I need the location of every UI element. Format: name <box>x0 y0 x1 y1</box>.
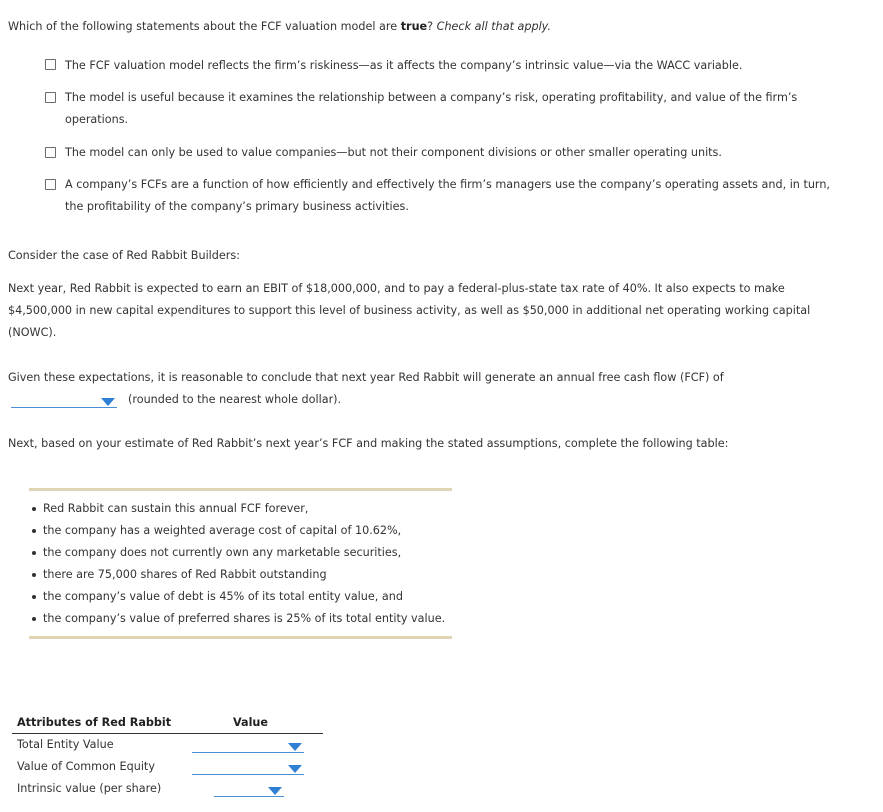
option-checkbox-1[interactable] <box>45 59 56 70</box>
question-emphasis: true <box>400 20 428 33</box>
assumption-item: the company’s value of preferred shares is 25% of its total entity value. <box>30 608 445 630</box>
option-1-line-1: The FCF valuation model reflects the firm’s riskiness—as it affects the company’s intrinsic value—via the WACC variable. <box>65 59 743 72</box>
option-text-1 <box>65 55 742 77</box>
question-text <box>8 16 551 38</box>
option-checkbox-4[interactable] <box>45 179 56 190</box>
question-hint: Check all that apply. <box>436 20 551 33</box>
total-entity-value-dropdown[interactable] <box>192 738 304 753</box>
table-row-label-3: Intrinsic value (per share) <box>17 782 162 795</box>
fcf-suffix: (rounded to the nearest whole dollar). <box>128 393 342 406</box>
question-mark: ? <box>427 20 434 33</box>
assumptions-top-rule <box>29 488 452 491</box>
scenario-line-2: $4,500,000 in new capital expenditures to support this level of business activity, as well as $50,000 in additional net operating working capital <box>8 304 811 317</box>
scenario-line-3: (NOWC). <box>8 326 57 339</box>
option-2-line-2: operations. <box>65 113 129 126</box>
table-header-attributes: Attributes of Red Rabbit <box>17 716 172 729</box>
table-row-label-1: Total Entity Value <box>17 738 114 751</box>
scenario-line-1: Next year, Red Rabbit is expected to earn an EBIT of $18,000,000, and to pay a federal-plus-state tax rate of 40%. It also expects to make <box>8 282 785 295</box>
intrinsic-value-dropdown[interactable] <box>214 782 284 797</box>
option-3-line-1: The model can only be used to value companies—but not their component divisions or other smaller operating units. <box>65 146 722 159</box>
chevron-down-icon <box>268 787 282 795</box>
table-prompt: Next, based on your estimate of Red Rabbit’s next year’s FCF and making the stated assumptions, complete the following table: <box>8 437 729 450</box>
question-prefix: Which of the following statements about the FCF valuation model are <box>8 20 401 33</box>
assumption-item: Red Rabbit can sustain this annual FCF forever, <box>30 498 445 520</box>
fcf-question: Given these expectations, it is reasonable to conclude that next year Red Rabbit will generate an annual free cash flow (FCF) of <box>8 371 724 384</box>
assumption-item: the company does not currently own any marketable securities, <box>30 542 445 564</box>
common-equity-dropdown[interactable] <box>192 760 304 775</box>
assumptions-list <box>30 498 445 630</box>
table-row-label-2: Value of Common Equity <box>17 760 155 773</box>
option-checkbox-2[interactable] <box>45 92 56 103</box>
option-text-3 <box>65 142 722 164</box>
fcf-dropdown[interactable] <box>11 393 117 408</box>
assumption-item: the company’s value of debt is 45% of its total entity value, and <box>30 586 445 608</box>
assumption-item: there are 75,000 shares of Red Rabbit outstanding <box>30 564 445 586</box>
option-4-line-2: the profitability of the company’s primary business activities. <box>65 200 409 213</box>
case-intro: Consider the case of Red Rabbit Builders: <box>8 249 240 262</box>
option-4-line-1: A company’s FCFs are a function of how efficiently and effectively the firm’s managers use the company’s operating assets and, in turn, <box>65 178 830 191</box>
chevron-down-icon <box>288 743 302 751</box>
option-text-2 <box>65 87 797 131</box>
assumption-item: the company has a weighted average cost of capital of 10.62%, <box>30 520 445 542</box>
option-2-line-1: The model is useful because it examines the relationship between a company’s risk, operating profitability, and value of the firm’s <box>65 91 798 104</box>
case-scenario <box>8 278 810 344</box>
table-header-value: Value <box>233 716 268 729</box>
option-text-4 <box>65 174 830 218</box>
chevron-down-icon <box>288 765 302 773</box>
option-checkbox-3[interactable] <box>45 147 56 158</box>
assumptions-bottom-rule <box>29 636 452 639</box>
chevron-down-icon <box>101 398 115 406</box>
